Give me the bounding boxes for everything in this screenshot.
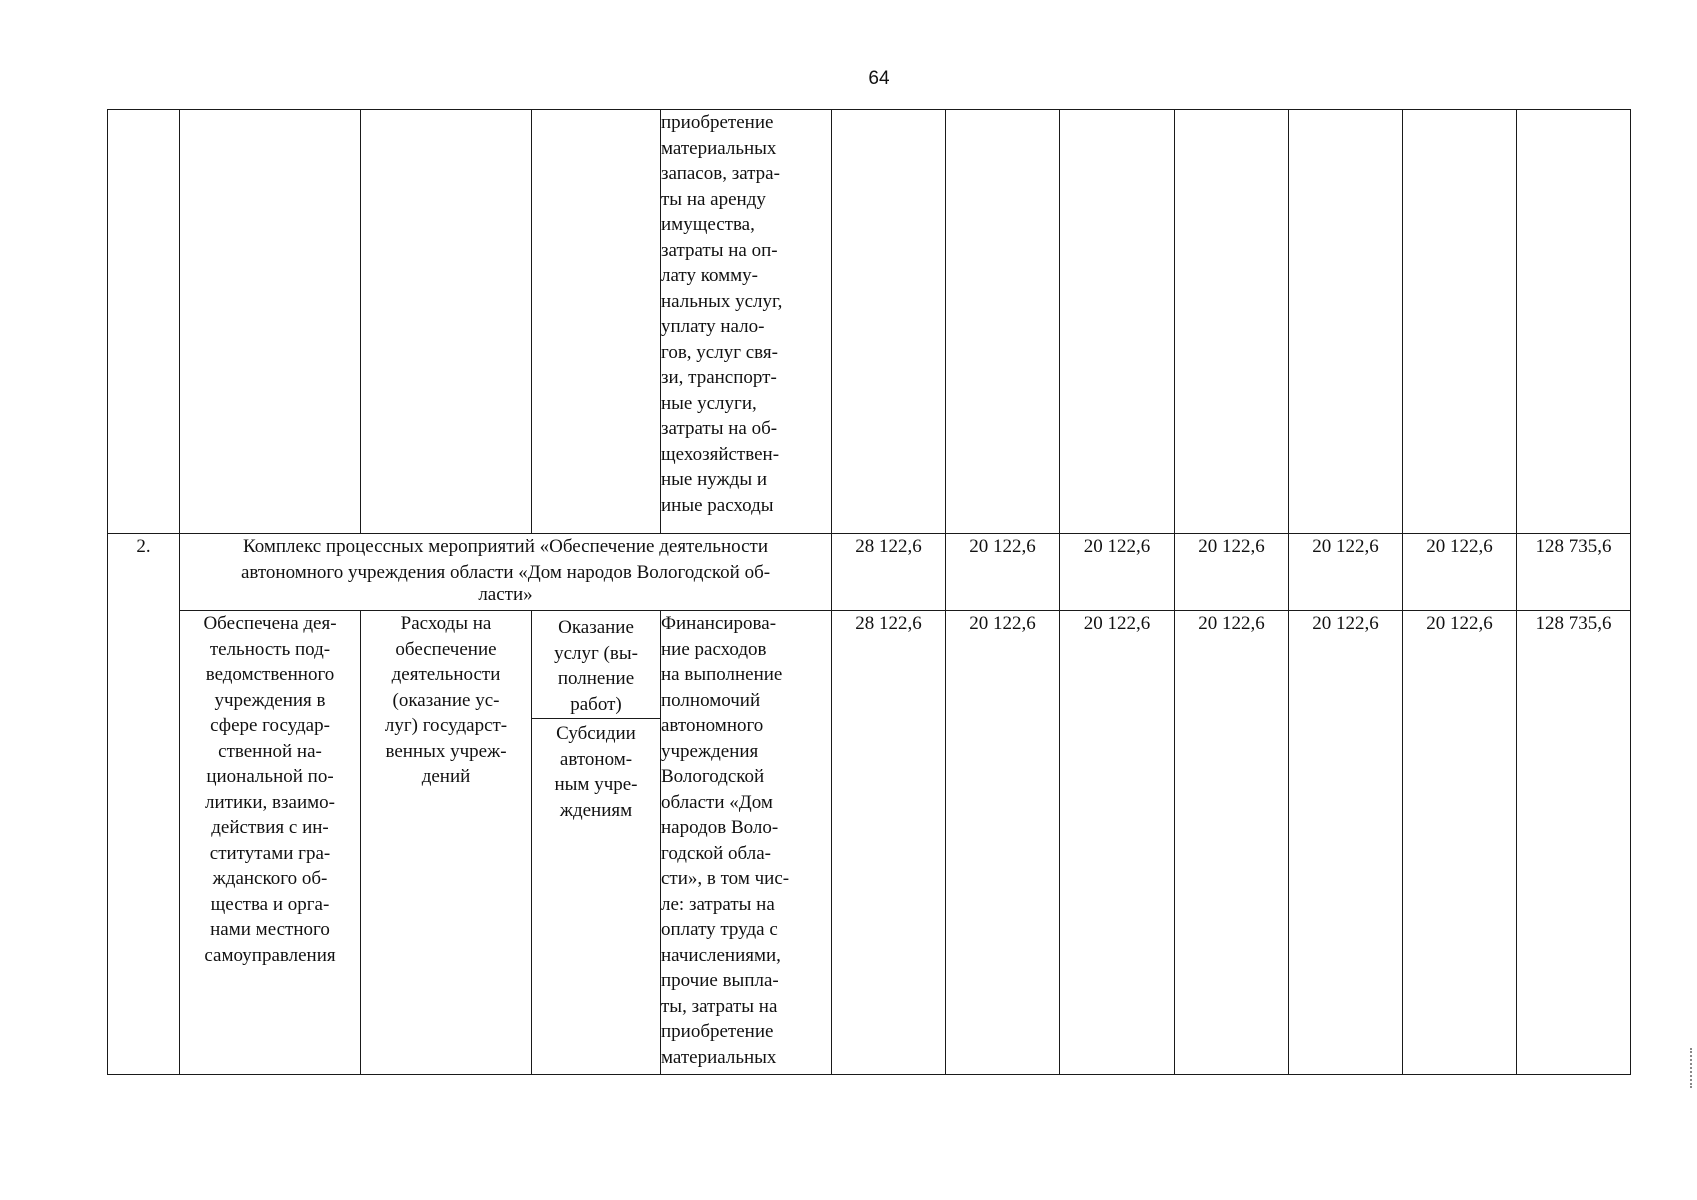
description-line: нальных услуг, bbox=[661, 290, 783, 312]
subsidy-line: Субсидии bbox=[556, 723, 636, 744]
description-line: на выполнение bbox=[661, 664, 783, 685]
description-line: оплату труда с bbox=[661, 919, 778, 940]
description-line: затраты на об- bbox=[661, 418, 778, 439]
result-line: литики, взаимо- bbox=[205, 791, 335, 813]
description-line: полномочий bbox=[661, 689, 761, 711]
value-cell: 28 122,6 bbox=[832, 611, 946, 1075]
result-line: циональной по- bbox=[206, 766, 334, 787]
description-line: уплату нало- bbox=[661, 316, 765, 337]
value-cell: 20 122,6 bbox=[1289, 534, 1403, 611]
description-line: имущества, bbox=[661, 214, 755, 235]
value-cell bbox=[1517, 110, 1631, 534]
result-line: сфере государ- bbox=[210, 715, 330, 736]
value-cell: 20 122,6 bbox=[1060, 534, 1175, 611]
description-line: иные расходы bbox=[661, 494, 774, 516]
result-line: ведомственного bbox=[205, 664, 335, 685]
complex-title-cell bbox=[180, 534, 832, 611]
expense-line: деятельности bbox=[391, 664, 501, 685]
description-line: зи, транспорт- bbox=[661, 367, 777, 388]
result-line: ственной на- bbox=[218, 740, 322, 762]
service-type-cell bbox=[532, 611, 661, 1075]
description-line: ные услуги, bbox=[661, 392, 757, 414]
result-line: ститутами гра- bbox=[209, 842, 331, 864]
description-line: годской обла- bbox=[661, 842, 771, 864]
expense-line: венных учреж- bbox=[385, 740, 507, 762]
value-cell: 20 122,6 bbox=[1289, 611, 1403, 1075]
value-cell: 20 122,6 bbox=[1175, 611, 1289, 1075]
index-cell: 2. bbox=[108, 534, 180, 1075]
result-line: самоуправления bbox=[204, 944, 336, 966]
description-line: сти», в том чис- bbox=[661, 868, 790, 889]
value-cell: 28 122,6 bbox=[832, 534, 946, 611]
value-cell: 20 122,6 bbox=[1060, 611, 1175, 1075]
description-line: ты, затраты на bbox=[661, 995, 778, 1017]
service-line: Оказание bbox=[558, 617, 634, 638]
complex-title-line: ласти» bbox=[478, 584, 533, 605]
description-line: народов Воло- bbox=[661, 817, 779, 838]
subsidy-block bbox=[532, 719, 660, 823]
result-line: нами местного bbox=[210, 919, 330, 940]
description-line: ние расходов bbox=[661, 638, 767, 660]
description-line: учреждения bbox=[661, 740, 759, 762]
description-cell bbox=[661, 110, 832, 534]
expense-line: дений bbox=[421, 766, 471, 787]
value-cell: 20 122,6 bbox=[1403, 611, 1517, 1075]
result-line: Обеспечена дея- bbox=[203, 613, 337, 634]
complex-row bbox=[108, 534, 1631, 611]
description-line: прочие выпла- bbox=[661, 970, 779, 991]
value-cell bbox=[832, 110, 946, 534]
description-line: начислениями, bbox=[661, 944, 781, 966]
description-line: приобретение bbox=[661, 112, 774, 133]
budget-table bbox=[107, 109, 1631, 1075]
result-cell bbox=[180, 611, 361, 1075]
complex-title-line: Комплекс процессных мероприятий «Обеспечение деятельности bbox=[242, 536, 768, 557]
description-line: ты на аренду bbox=[661, 188, 766, 210]
description-line: затраты на оп- bbox=[661, 239, 778, 261]
service-line: услуг (вы- bbox=[554, 642, 638, 664]
description-line: Вологодской bbox=[661, 766, 765, 787]
description-line: запасов, затра- bbox=[661, 163, 780, 184]
expense-line: обеспечение bbox=[395, 638, 497, 660]
value-cell: 20 122,6 bbox=[1175, 534, 1289, 611]
expense-type-cell bbox=[361, 110, 532, 534]
result-cell bbox=[180, 110, 361, 534]
value-cell: 20 122,6 bbox=[946, 611, 1060, 1075]
service-type-cell bbox=[532, 110, 661, 534]
description-cell bbox=[661, 611, 832, 1075]
subsidy-line: ным учре- bbox=[554, 774, 638, 795]
expense-line: Расходы на bbox=[400, 613, 492, 634]
index-cell bbox=[108, 110, 180, 534]
value-cell bbox=[1175, 110, 1289, 534]
value-cell bbox=[946, 110, 1060, 534]
service-line: полнение bbox=[557, 668, 635, 689]
result-line: жданского об- bbox=[212, 868, 328, 889]
detail-row bbox=[108, 611, 1631, 1075]
value-cell: 20 122,6 bbox=[946, 534, 1060, 611]
description-line: материальных bbox=[661, 1046, 777, 1068]
value-cell: 20 122,6 bbox=[1403, 534, 1517, 611]
result-line: щества и орга- bbox=[210, 893, 330, 915]
page-number: 64 bbox=[868, 68, 890, 89]
description-line: приобретение bbox=[661, 1021, 774, 1042]
description-line: ные нужды и bbox=[661, 469, 768, 490]
value-cell bbox=[1403, 110, 1517, 534]
result-line: действия с ин- bbox=[211, 817, 329, 838]
description-line: щехозяйствен- bbox=[661, 443, 780, 465]
expense-line: луг) государст- bbox=[384, 715, 508, 736]
result-line: учреждения в bbox=[214, 689, 326, 711]
total-value-cell: 128 735,6 bbox=[1517, 534, 1631, 611]
subsidy-line: автоном- bbox=[559, 748, 633, 770]
description-line: гов, услуг свя- bbox=[661, 341, 778, 363]
service-block bbox=[532, 611, 660, 719]
description-line: Финансирова- bbox=[661, 613, 777, 634]
service-line: работ) bbox=[570, 693, 622, 715]
total-value-cell: 128 735,6 bbox=[1517, 611, 1631, 1075]
description-line: материальных bbox=[661, 137, 777, 159]
description-line: ле: затраты на bbox=[661, 893, 775, 915]
value-cell bbox=[1060, 110, 1175, 534]
description-line: области «Дом bbox=[661, 791, 773, 813]
value-cell bbox=[1289, 110, 1403, 534]
expense-type-cell bbox=[361, 611, 532, 1075]
description-line: автономного bbox=[661, 715, 764, 736]
complex-title-line: автономного учреждения области «Дом народов Вологодской об- bbox=[240, 561, 771, 583]
expense-line: (оказание ус- bbox=[392, 689, 500, 711]
result-line: тельность под- bbox=[209, 638, 331, 660]
continuation-row bbox=[108, 110, 1631, 534]
description-line: лату комму- bbox=[661, 265, 759, 286]
scan-edge-mark bbox=[1690, 1048, 1694, 1088]
subsidy-line: ждениям bbox=[559, 799, 633, 821]
